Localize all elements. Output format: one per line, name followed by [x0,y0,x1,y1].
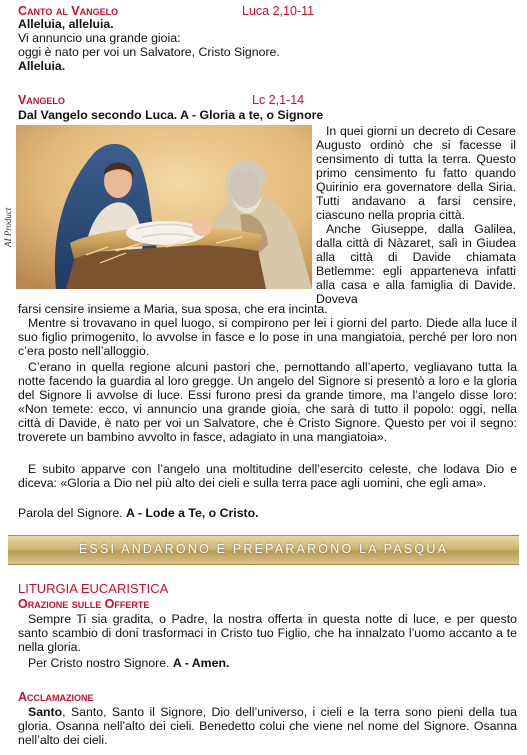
gospel-paragraph-2-text: Anche Giuseppe, dalla Galilea, dalla città di Nàzaret, salì in Giudea alla città di Davide chiamata Betlemme: egli apparteneva infatti alla casa e alla famiglia di Davide. Doveva [316,222,516,306]
gospel-closing-response: A - Lode a Te, o Cristo. [126,506,259,520]
offerings-closing-response: A - Amen. [172,656,230,670]
gospel-heading: Dal Vangelo secondo Luca. A - Gloria a te, o Signore [18,108,324,122]
gospel-reference: Lc 2,1-14 [252,93,305,107]
offerings-prayer-text: Sempre Ti sia gradita, o Padre, la nostra offerta in questa notte di luce, e per questo santo scambio di doni trasformaci in Cristo tuo Figlio, che ha innalzato l’uomo accanto a te nella gloria. [18,612,517,654]
gospel-paragraph-2 [316,222,516,306]
liturgy-title: LITURGIA EUCARISTICA [18,581,169,596]
offerings-closing [28,656,229,670]
gospel-paragraph-4-text: C’erano in quella regione alcuni pastori che, pernottando all’aperto, vegliavano tutta la notte facendo la guardia al loro gregge. Un angelo del Signore si presentò a loro e la gloria del Signore li avvolse di luce. Essi furono presi da grande timore, ma l’angelo disse loro: «Non temete: ecco, vi annuncio una grande gioia, che sarà di tutto il popolo: oggi, nella città di Davide, è nato per voi un Salvatore, che è Cristo Signore. Questo per voi il segno: troverete un bambino avvolto in fasce, adagiato in una mangiatoia». [18,360,517,444]
acclamation-alleluia-2: Alleluia. [18,59,66,73]
gospel-closing-text: Parola del Signore. [18,506,123,520]
gospel-paragraph-1 [316,124,516,222]
nativity-image [16,125,312,289]
acclamation-alleluia-1: Alleluia, alleluia. [18,17,114,31]
gospel-closing [18,506,259,520]
gospel-acclamation-title: Canto al Vangelo [18,4,119,18]
gospel-acclamation-reference: Luca 2,10-11 [242,4,315,18]
gospel-title: Vangelo [18,93,65,107]
nativity-illustration [16,125,312,289]
offerings-closing-text: Per Cristo nostro Signore. [28,656,170,670]
section-banner [8,535,519,565]
offerings-prayer [18,612,517,654]
sanctus-text [18,705,517,747]
offerings-title: Orazione sulle Offerte [18,597,150,611]
gospel-paragraph-5 [18,462,517,490]
gospel-paragraph-2-tail: farsi censire insieme a Maria, sua sposa, che era incinta. [18,302,328,316]
gospel-paragraph-5-text: E subito apparve con l’angelo una moltitudine dell’esercito celeste, che lodava Dio e diceva: «Gloria a Dio nel più alto dei cieli e sulla terra pace agli uomini, che egli ama». [18,462,517,490]
gospel-paragraph-1-text: In quei giorni un decreto di Cesare Augusto ordinò che si facesse il censimento di tutta la terra. Questo primo censimento fu fatto quando Quirinio era governatore della Siria. Tutti andavano a farsi censire, ciascuno nella propria città. [316,124,516,222]
gospel-paragraph-4 [18,360,517,444]
acclamation-verse-2: oggi è nato per voi un Salvatore, Cristo Signore. [18,45,280,59]
sanctus-first-word: Santo [28,705,63,719]
sanctus-rest: , Santo, Santo il Signore, Dio dell’universo, i cieli e la terra sono pieni della tua gloria. Osanna nell’alto dei cieli. Benedetto colui che viene nel nome del Signore. Osanna nell’alto dei cieli. [18,705,517,747]
section-banner-text: ESSI ANDARONO E PREPARARONO LA PASQUA [78,542,449,556]
image-caption: AI Product [3,207,13,247]
acclamation-verse-1: Vi annuncio una grande gioia: [18,31,181,45]
gospel-paragraph-3-text: Mentre si trovavano in quel luogo, si compirono per lei i giorni del parto. Diede alla luce il suo figlio primogenito, lo avvolse in fasce e lo pose in una mangiatoia, perché per loro non c’era posto nell’alloggio. [18,316,517,358]
acclamation-title: Acclamazione [18,690,94,704]
gospel-paragraph-3 [18,316,517,358]
